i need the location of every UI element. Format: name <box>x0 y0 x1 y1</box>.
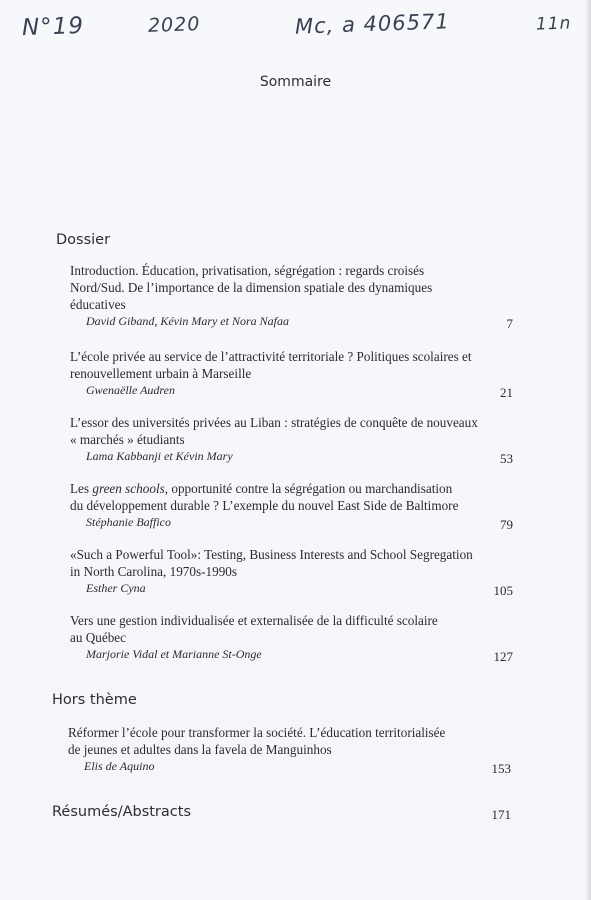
section-heading-resumes: Résumés/Abstracts <box>52 804 191 820</box>
entry-title-line <box>70 480 515 497</box>
entry-title-line: « marchés » étudiants <box>70 432 185 447</box>
entry-title-line: Réformer l’école pour transformer la société. L’éducation territorialisée <box>68 725 446 740</box>
entry-title-line: Vers une gestion individualisée et externalisée de la difficulté scolaire <box>70 613 438 628</box>
entry-title-line: L’essor des universités privées au Liban : stratégies de conquête de nouveaux <box>70 415 478 430</box>
entry-authors: Elis de Aquino <box>84 759 155 773</box>
toc-entry <box>70 348 515 399</box>
entry-title-line: Introduction. Éducation, privatisation, ségrégation : regards croisés <box>70 263 425 278</box>
entry-title-line: de jeunes et adultes dans la favela de Manguinhos <box>68 742 332 757</box>
entry-authors: Lama Kabbanji et Kévin Mary <box>86 449 233 463</box>
entry-title-line: «Such a Powerful Tool»: Testing, Business Interests and School Segregation <box>70 547 473 562</box>
entry-title-prefix: Les <box>70 481 93 496</box>
section-heading-hors-theme: Hors thème <box>52 692 137 708</box>
handwritten-year: 2020 <box>147 13 201 37</box>
toc-entry <box>70 262 515 330</box>
handwritten-code: 11n <box>535 13 572 35</box>
toc-entry <box>70 612 515 663</box>
entry-title-line: du développement durable ? L’exemple du nouvel East Side de Baltimore <box>70 498 459 513</box>
entry-authors: Stéphanie Baffico <box>86 515 171 529</box>
resumes-page-number: 171 <box>491 807 511 822</box>
toc-entry <box>70 414 515 465</box>
entry-title-rest: , opportunité contre la ségrégation ou marchandisation <box>164 481 453 496</box>
entry-page-number: 127 <box>493 649 513 664</box>
entry-title-italic: green schools <box>92 481 165 496</box>
entry-page-number: 153 <box>491 761 511 776</box>
page-title: Sommaire <box>259 74 332 90</box>
entry-title-line: au Québec <box>70 630 127 645</box>
handwritten-issue-number: N°19 <box>21 12 85 42</box>
entry-title-line: L’école privée au service de l’attractivité territoriale ? Politiques scolaires et <box>70 349 472 364</box>
page-edge-shadow <box>585 0 591 900</box>
entry-page-number: 53 <box>500 451 513 466</box>
entry-authors: Marjorie Vidal et Marianne St-Onge <box>86 647 262 661</box>
toc-entry <box>70 546 515 597</box>
entry-page-number: 21 <box>500 385 513 400</box>
entry-title-line: éducatives <box>70 297 126 312</box>
entry-page-number: 105 <box>493 583 513 598</box>
entry-authors: Gwenaëlle Audren <box>86 383 175 397</box>
entry-authors: Esther Cyna <box>86 581 146 595</box>
entry-page-number: 7 <box>506 316 513 331</box>
toc-entry <box>70 480 515 531</box>
entry-title-line: in North Carolina, 1970s-1990s <box>70 564 238 579</box>
toc-entry <box>68 724 513 775</box>
section-heading-dossier: Dossier <box>56 232 111 248</box>
entry-title-line: renouvellement urbain à Marseille <box>70 366 252 381</box>
entry-authors: David Giband, Kévin Mary et Nora Nafaa <box>86 314 289 328</box>
entry-title-line: Nord/Sud. De l’importance de la dimension spatiale des dynamiques <box>70 280 433 295</box>
handwritten-reference: Mc, a 406571 <box>294 9 451 39</box>
entry-page-number: 79 <box>500 517 513 532</box>
